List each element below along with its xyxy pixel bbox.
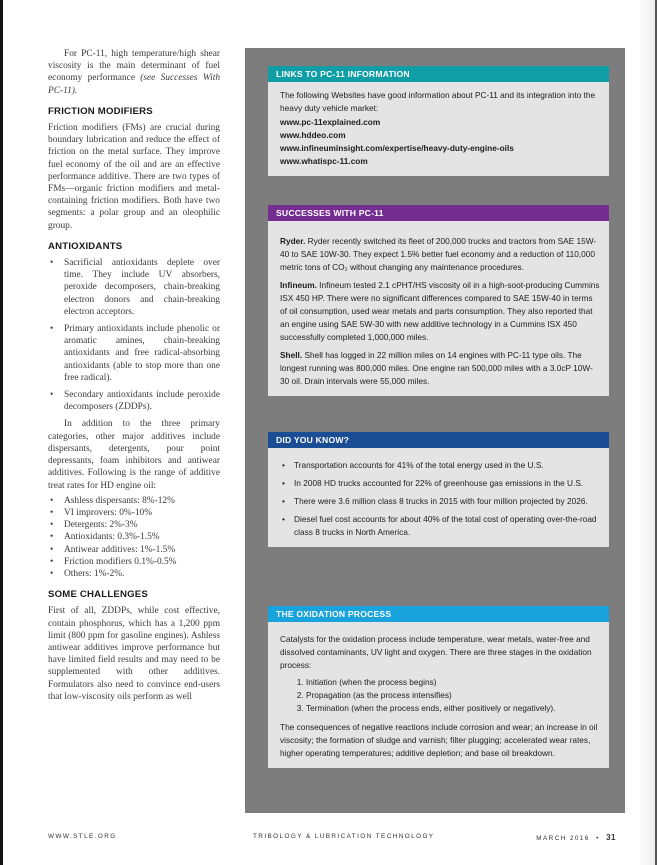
list-item: • Transportation accounts for 41% of the total energy used in the U.S. xyxy=(280,459,601,472)
intro-paragraph xyxy=(48,48,220,97)
oxidation-box xyxy=(268,606,609,768)
additives-paragraph: In addition to the three primary categories, other major additives include dispersants, detergents, pour point depressants, foam inhibitors and antiwear additives. Following is the range of additive treat rates for HD engine oil: xyxy=(48,419,220,491)
list-item: • Others: 1%-2%. xyxy=(48,568,220,580)
list-item: • Friction modifiers 0.1%-0.5% xyxy=(48,556,220,568)
did-you-know-box xyxy=(268,432,609,547)
page-footer xyxy=(48,833,616,845)
treat-rate-list xyxy=(48,495,220,580)
links-box-title: LINKS TO PC-11 INFORMATION xyxy=(268,66,609,82)
link-hddeo[interactable]: www.hddeo.com xyxy=(280,130,346,140)
links-box xyxy=(268,66,609,176)
challenges-heading: SOME CHALLENGES xyxy=(48,589,149,601)
footer-separator: • xyxy=(596,835,600,842)
facts-list xyxy=(280,459,601,539)
page-edge-left xyxy=(0,0,3,865)
list-item: • Secondary antioxidants include peroxide decomposers (ZDDPs). xyxy=(48,389,220,413)
links-box-body xyxy=(268,82,609,176)
success-text: Ryder recently switched its fleet of 200,000 trucks and tractors from SAE 15W-40 to SAE 10W-30. They expect 1.5% better fuel economy and a reduction of 110,000 metric tons of CO₂ without changing any maintenance procedures. xyxy=(280,236,597,272)
list-item: 1. Initiation (when the process begins) xyxy=(306,676,601,689)
list-item: • Detergents: 2%-3% xyxy=(48,519,220,531)
list-item: • In 2008 HD trucks accounted for 22% of greenhouse gas emissions in the U.S. xyxy=(280,477,601,490)
successes-box-body xyxy=(268,221,609,396)
success-text: Shell has logged in 22 million miles on 14 engines with PC-11 type oils. The longest running was 800,000 miles. One engine ran 500,000 miles with a 3.0cP 10W-30 oil. Drain intervals were 55,000 miles. xyxy=(280,350,593,386)
page-number: 31 xyxy=(606,833,616,842)
list-item: • Ashless dispersants: 8%-12% xyxy=(48,495,220,507)
oxidation-outro: The consequences of negative reactions include corrosion and wear; an increase in oil viscosity; the formation of sludge and varnish; filter plugging; accelerated wear rates, higher operating temperatures; additive depletion; and base oil breakdown. xyxy=(280,722,598,758)
footer-website[interactable]: WWW.STLE.ORG xyxy=(48,833,117,840)
list-item: • Antiwear additives: 1%-1.5% xyxy=(48,544,220,556)
did-you-know-body xyxy=(268,448,609,547)
link-infineuminsight[interactable]: www.infineuminsight.com/expertise/heavy-duty-engine-oils xyxy=(280,143,514,153)
intro-text: For PC-11, high temperature/high shear viscosity is the main determinant of fuel economy performance xyxy=(48,49,220,84)
intro-reference: (see Successes With PC-11). xyxy=(48,73,221,96)
did-you-know-title: DID YOU KNOW? xyxy=(268,432,609,448)
list-item: • VI improvers: 0%-10% xyxy=(48,507,220,519)
list-item: 2. Propagation (as the process intensifies) xyxy=(306,689,601,702)
successes-box xyxy=(268,205,609,396)
links-intro: The following Websites have good information about PC-11 and its integration into the heavy duty vehicle market: xyxy=(280,90,596,113)
success-lead: Ryder. xyxy=(280,236,306,246)
oxidation-title: THE OXIDATION PROCESS xyxy=(268,606,609,622)
footer-date: MARCH 2016 xyxy=(536,835,590,842)
success-text: Infineum tested 2.1 cPHT/HS viscosity oil in a high-soot-producing Cummins ISX 450 HP. There were no significant differences compared to SAE 15W-40 in terms of oil consumption, used wear metals and parts consumption. They also reported that an engine using SAE 5W-30 with new additive technology in a Cummins ISX 450 successfully completed 1,000,000 miles. xyxy=(280,280,600,342)
left-column xyxy=(48,48,220,703)
success-shell xyxy=(280,349,601,388)
success-ryder xyxy=(280,235,601,274)
challenges-body: First of all, ZDDPs, while cost effective, contain phosphorus, which has a 1,200 ppm limit (800 ppm for gasoline engines). Ashless antiwear additives improve performance but have limited field results and may need to be supplemented with other additives. Formulators also need to convince end-users that low-viscosity oils perform as well xyxy=(48,606,220,702)
success-lead: Infineum. xyxy=(280,280,317,290)
success-infineum xyxy=(280,279,601,344)
link-pc11explained[interactable]: www.pc-11explained.com xyxy=(280,117,381,127)
list-item: • Diesel fuel cost accounts for about 40% of the total cost of operating over-the-road class 8 trucks in North America. xyxy=(280,513,601,539)
friction-body: Friction modifiers (FMs) are crucial during boundary lubrication and reduce the effect of friction on the metal surface. They improve fuel economy of the oil and are an effective performance additive. There are two types of FMs—organic friction modifiers and metal-containing friction modifiers. Both have two segments: a polar group and an oleophilic group. xyxy=(48,123,220,231)
oxidation-body xyxy=(268,622,609,768)
antioxidant-list xyxy=(48,257,220,413)
list-item: • Sacrificial antioxidants deplete over time. They include UV absorbers, peroxide decomposers, chain-breaking electron donors and chain-breaking electron acceptors. xyxy=(48,257,220,318)
footer-date-page xyxy=(536,833,616,842)
footer-publication: TRIBOLOGY & LUBRICATION TECHNOLOGY xyxy=(253,833,435,840)
oxidation-intro: Catalysts for the oxidation process include temperature, wear metals, water-free and dissolved contaminants, UV light and oxygen. There are three stages in the oxidation process: xyxy=(280,634,592,670)
list-item: • There were 3.6 million class 8 trucks in 2015 with four million projected by 2026. xyxy=(280,495,601,508)
link-whatispc11[interactable]: www.whatispc-11.com xyxy=(280,156,368,166)
list-item: • Antioxidants: 0.3%-1.5% xyxy=(48,531,220,543)
list-item: • Primary antioxidants include phenolic or aromatic amines, chain-breaking antioxidants and free radical-absorbing antioxidants (able to stop more than one free radical). xyxy=(48,323,220,384)
friction-heading: FRICTION MODIFIERS xyxy=(48,105,153,117)
success-lead: Shell. xyxy=(280,350,303,360)
successes-box-title: SUCCESSES WITH PC-11 xyxy=(268,205,609,221)
list-item: 3. Termination (when the process ends, either positively or negatively). xyxy=(306,702,601,715)
antioxidants-heading: ANTIOXIDANTS xyxy=(48,240,123,252)
oxidation-stages xyxy=(280,676,601,715)
